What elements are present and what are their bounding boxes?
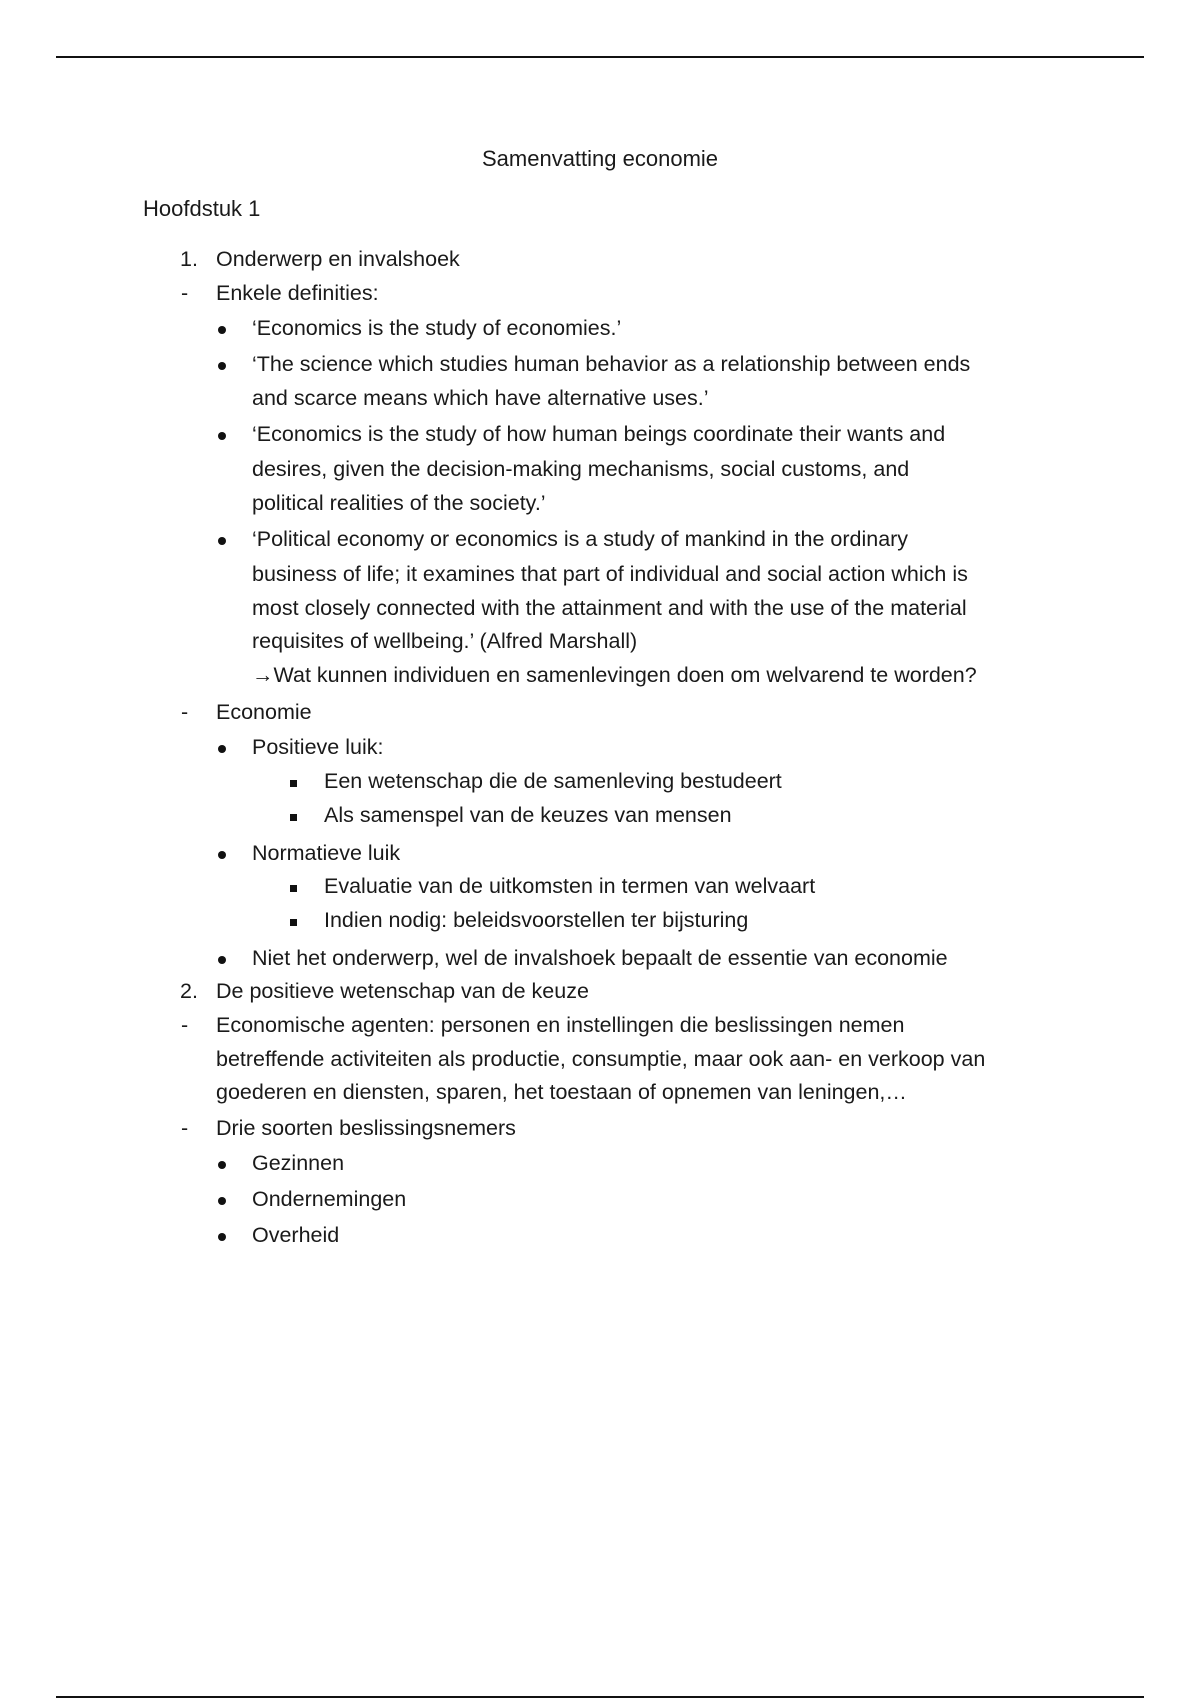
list-item: Normatieve luik bbox=[252, 841, 401, 865]
list-item: Niet het onderwerp, wel de invalshoek bepaalt de essentie van economie bbox=[252, 946, 948, 970]
list-item-continuation: political realities of the society.’ bbox=[252, 491, 546, 515]
list-item: Positieve luik: bbox=[252, 735, 384, 759]
document-title: Samenvatting economie bbox=[481, 146, 719, 171]
square-bullet-icon bbox=[290, 814, 297, 821]
square-bullet-icon bbox=[290, 919, 297, 926]
list-item: ‘Economics is the study of economies.’ bbox=[252, 316, 622, 340]
dash-marker: - bbox=[181, 1013, 189, 1037]
list-item: Drie soorten beslissingsnemers bbox=[216, 1116, 516, 1140]
top-rule bbox=[56, 56, 1144, 58]
bullet-icon bbox=[218, 1233, 226, 1241]
list-item: ‘Economics is the study of how human beings coordinate their wants and bbox=[252, 422, 946, 446]
list-item: Evaluatie van de uitkomsten in termen van welvaart bbox=[324, 874, 816, 898]
list-item: Als samenspel van de keuzes van mensen bbox=[324, 803, 732, 827]
bullet-icon bbox=[218, 537, 226, 545]
list-item: ‘Political economy or economics is a study of mankind in the ordinary bbox=[252, 527, 909, 551]
square-bullet-icon bbox=[290, 780, 297, 787]
bullet-icon bbox=[218, 851, 226, 859]
list-item: Een wetenschap die de samenleving bestudeert bbox=[324, 769, 782, 793]
bottom-rule bbox=[56, 1696, 1144, 1698]
section-number: 1. bbox=[180, 247, 198, 271]
section-heading: De positieve wetenschap van de keuze bbox=[216, 979, 589, 1003]
dash-marker: - bbox=[181, 1116, 189, 1140]
list-item: Overheid bbox=[252, 1223, 340, 1247]
dash-marker: - bbox=[181, 700, 189, 724]
bullet-icon bbox=[218, 956, 226, 964]
bullet-icon bbox=[218, 745, 226, 753]
square-bullet-icon bbox=[290, 885, 297, 892]
bullet-icon bbox=[218, 1197, 226, 1205]
list-item: Economische agenten: personen en instellingen die beslissingen nemen bbox=[216, 1013, 905, 1037]
list-item-continuation: and scarce means which have alternative uses.’ bbox=[252, 386, 709, 410]
bullet-icon bbox=[218, 362, 226, 370]
section-number: 2. bbox=[180, 979, 198, 1003]
list-item-continuation: most closely connected with the attainment and with the use of the material bbox=[252, 596, 967, 620]
list-item-continuation: goederen en diensten, sparen, het toestaan of opnemen van leningen,… bbox=[216, 1080, 907, 1104]
list-item: Enkele definities: bbox=[216, 281, 379, 305]
list-item: Gezinnen bbox=[252, 1151, 345, 1175]
list-item-continuation: business of life; it examines that part of individual and social action which is bbox=[252, 562, 968, 586]
list-item-continuation: requisites of wellbeing.’ (Alfred Marshall) bbox=[252, 629, 638, 653]
chapter-heading: Hoofdstuk 1 bbox=[143, 196, 261, 221]
section-heading: Onderwerp en invalshoek bbox=[216, 247, 460, 271]
arrow-note: →Wat kunnen individuen en samenlevingen doen om welvarend te worden? bbox=[252, 663, 977, 687]
list-item: Economie bbox=[216, 700, 312, 724]
list-item: Indien nodig: beleidsvoorstellen ter bijsturing bbox=[324, 908, 749, 932]
list-item: Ondernemingen bbox=[252, 1187, 407, 1211]
bullet-icon bbox=[218, 432, 226, 440]
list-item-continuation: desires, given the decision-making mechanisms, social customs, and bbox=[252, 457, 910, 481]
list-item: ‘The science which studies human behavior as a relationship between ends bbox=[252, 352, 971, 376]
list-item-continuation: betreffende activiteiten als productie, consumptie, maar ook aan- en verkoop van bbox=[216, 1047, 986, 1071]
bullet-icon bbox=[218, 1161, 226, 1169]
bullet-icon bbox=[218, 326, 226, 334]
dash-marker: - bbox=[181, 281, 189, 305]
